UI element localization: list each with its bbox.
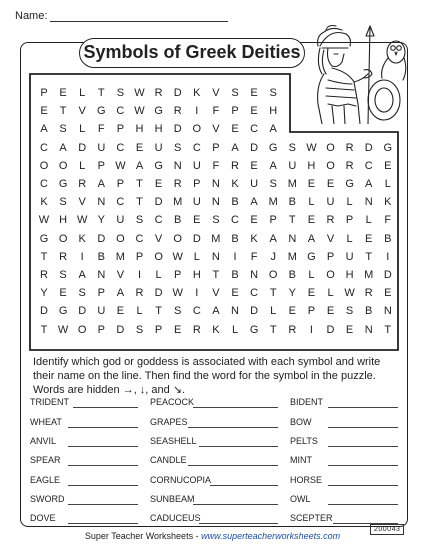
grid-letter[interactable]: G <box>268 141 278 154</box>
answer-line[interactable] <box>328 504 398 505</box>
answer-line[interactable] <box>199 446 278 447</box>
grid-letter[interactable]: T <box>269 287 277 300</box>
grid-letter[interactable]: F <box>250 250 258 263</box>
grid-letter[interactable]: M <box>211 232 221 245</box>
grid-letter[interactable]: O <box>173 232 182 245</box>
clue-word: PEACOCK <box>150 397 195 407</box>
grid-letter[interactable]: P <box>97 287 105 300</box>
grid-letter[interactable]: A <box>307 232 316 245</box>
grid-letter[interactable]: W <box>344 287 355 300</box>
grid-letter[interactable]: D <box>173 123 182 136</box>
clue-word: WHEAT <box>30 417 62 427</box>
grid-letter[interactable]: R <box>345 159 354 172</box>
grid-letter[interactable]: R <box>326 214 335 227</box>
grid-letter[interactable]: U <box>154 141 163 154</box>
grid-letter[interactable]: H <box>135 123 144 136</box>
grid-letter[interactable]: N <box>364 323 373 336</box>
grid-letter[interactable]: C <box>250 123 259 136</box>
grid-letter[interactable]: D <box>78 305 87 318</box>
grid-letter[interactable]: E <box>59 287 67 300</box>
clue-word: ANVIL <box>30 436 57 446</box>
answer-line[interactable] <box>199 523 278 524</box>
grid-letter[interactable]: W <box>172 250 183 263</box>
grid-letter[interactable]: G <box>383 141 393 154</box>
grid-letter[interactable]: S <box>59 123 67 136</box>
grid-letter[interactable]: C <box>364 159 373 172</box>
clue-word: PELTS <box>290 436 318 446</box>
grid-letter[interactable]: L <box>365 214 372 227</box>
grid-letter[interactable]: B <box>365 305 373 318</box>
grid-letter[interactable]: T <box>40 250 48 263</box>
grid-letter[interactable]: N <box>173 159 182 172</box>
grid-letter[interactable]: O <box>39 159 49 172</box>
grid-letter[interactable]: T <box>212 269 220 281</box>
grid-letter[interactable]: F <box>97 123 105 136</box>
grid-letter[interactable]: G <box>58 305 68 318</box>
answer-line[interactable] <box>193 407 278 408</box>
grid-letter[interactable]: O <box>58 232 68 245</box>
grid-letter[interactable]: E <box>193 214 201 227</box>
grid-letter[interactable]: B <box>97 250 105 263</box>
grid-letter[interactable]: A <box>250 196 258 209</box>
grid-letter[interactable]: M <box>364 269 374 281</box>
grid-letter[interactable]: C <box>116 105 125 118</box>
grid-letter[interactable]: W <box>306 141 317 154</box>
grid-letter[interactable]: A <box>97 178 105 190</box>
grid-letter[interactable]: D <box>116 323 125 336</box>
grid-letter[interactable]: E <box>365 232 373 245</box>
grid-letter[interactable]: P <box>174 269 182 281</box>
grid-letter[interactable]: H <box>269 105 278 118</box>
clue-word: SEASHELL <box>150 436 197 446</box>
grid-letter[interactable]: U <box>288 159 297 172</box>
grid-letter[interactable]: B <box>288 196 296 209</box>
grid-letter[interactable]: L <box>79 123 86 136</box>
grid-letter[interactable]: V <box>116 269 125 281</box>
grid-letter[interactable]: W <box>134 105 145 118</box>
grid-letter[interactable]: I <box>233 250 237 263</box>
grid-letter[interactable]: U <box>116 214 125 227</box>
grid-letter[interactable]: L <box>327 287 334 300</box>
grid-letter[interactable]: H <box>307 159 316 172</box>
grid-letter[interactable]: U <box>345 250 354 263</box>
grid-letter[interactable]: M <box>287 250 297 263</box>
grid-letter[interactable]: B <box>288 269 296 281</box>
grid-letter[interactable]: K <box>78 232 86 245</box>
grid-letter[interactable]: S <box>231 87 239 99</box>
grid-letter[interactable]: W <box>134 87 145 99</box>
grid-letter[interactable]: N <box>231 305 239 318</box>
answer-line[interactable] <box>328 485 398 486</box>
answer-line[interactable] <box>73 407 138 408</box>
clue-word: OWL <box>290 494 311 504</box>
grid-letter[interactable]: O <box>268 269 278 281</box>
grid-letter[interactable]: L <box>346 232 353 245</box>
clue-word: CORNUCOPIA <box>150 475 212 485</box>
grid-letter[interactable]: V <box>78 196 86 209</box>
grid-letter[interactable]: D <box>250 141 259 154</box>
direction-arrows-icon: →, ↓, and ↘. <box>122 384 186 396</box>
grid-letter[interactable]: C <box>250 287 259 300</box>
grid-letter[interactable]: T <box>288 214 296 227</box>
grid-letter[interactable]: K <box>40 196 48 209</box>
grid-letter[interactable]: O <box>192 123 202 136</box>
grid-letter[interactable]: U <box>97 141 106 154</box>
grid-letter[interactable]: D <box>326 323 335 336</box>
grid-letter[interactable]: U <box>192 196 201 209</box>
grid-letter[interactable]: M <box>287 178 297 190</box>
grid-letter[interactable]: C <box>116 196 125 209</box>
grid-letter[interactable]: B <box>174 214 182 227</box>
grid-letter[interactable]: I <box>80 250 84 263</box>
grid-letter[interactable]: M <box>268 196 278 209</box>
grid-letter[interactable]: T <box>155 305 162 318</box>
clue-word: MINT <box>290 455 312 465</box>
grid-letter[interactable]: L <box>308 269 315 281</box>
grid-letter[interactable]: H <box>345 269 354 281</box>
answer-line[interactable] <box>328 446 398 447</box>
grid-letter[interactable]: U <box>326 196 335 209</box>
grid-letter[interactable]: H <box>192 269 201 281</box>
grid-letter[interactable]: E <box>116 305 125 318</box>
grid-letter[interactable]: A <box>59 141 67 154</box>
grid-letter[interactable]: F <box>212 105 220 118</box>
clue-word: SWORD <box>30 494 65 504</box>
grid-letter[interactable]: E <box>231 123 239 136</box>
grid-letter[interactable]: E <box>135 141 144 154</box>
footer-url[interactable]: www.superteacherworksheets.com <box>201 531 341 541</box>
grid-letter[interactable]: K <box>250 232 258 245</box>
answer-line[interactable] <box>210 485 278 486</box>
grid-letter[interactable]: P <box>307 305 316 318</box>
grid-letter[interactable]: C <box>40 178 48 190</box>
answer-line[interactable] <box>68 523 138 524</box>
grid-letter[interactable]: D <box>154 196 163 209</box>
grid-letter[interactable]: T <box>97 87 105 99</box>
grid-letter[interactable]: R <box>173 105 182 118</box>
grid-letter[interactable]: F <box>212 159 220 172</box>
grid-letter[interactable]: G <box>154 159 163 172</box>
grid-letter[interactable]: R <box>288 323 297 336</box>
answer-line[interactable] <box>328 407 398 408</box>
grid-letter[interactable]: O <box>326 141 335 154</box>
grid-letter[interactable]: D <box>383 269 392 281</box>
grid-letter[interactable]: G <box>345 178 354 190</box>
grid-letter[interactable]: A <box>269 232 277 245</box>
grid-letter[interactable]: B <box>231 269 239 281</box>
grid-letter[interactable]: E <box>288 305 296 318</box>
clue-word: BIDENT <box>290 397 324 407</box>
grid-letter[interactable]: P <box>135 250 144 263</box>
grid-letter[interactable]: P <box>116 178 125 190</box>
page-title: Symbols of Greek Deities <box>79 38 305 68</box>
grid-letter[interactable]: S <box>135 214 144 227</box>
grid-letter[interactable]: N <box>211 178 220 190</box>
grid-letter[interactable]: T <box>136 178 143 190</box>
grid-letter[interactable]: I <box>386 250 390 263</box>
clue-word: HORSE <box>290 475 323 485</box>
instructions <box>33 355 398 397</box>
grid-letter[interactable]: R <box>40 269 48 281</box>
clue-word: SCEPTER <box>290 513 333 523</box>
grid-letter[interactable]: A <box>116 287 125 300</box>
answer-line[interactable] <box>68 485 138 486</box>
grid-letter[interactable]: G <box>249 323 259 336</box>
footer-site: Super Teacher Worksheets - <box>84 531 202 541</box>
grid-letter[interactable]: R <box>154 87 163 99</box>
grid-letter[interactable]: G <box>154 105 163 118</box>
clue-word: EAGLE <box>30 475 61 485</box>
grid-letter[interactable]: L <box>231 323 239 336</box>
grid-letter[interactable]: D <box>78 141 87 154</box>
grid-letter[interactable]: T <box>40 323 48 336</box>
grid-letter[interactable]: A <box>212 305 220 318</box>
footer <box>0 531 425 541</box>
grid-letter[interactable]: P <box>212 141 220 154</box>
grid-letter[interactable]: O <box>58 159 68 172</box>
grid-letter[interactable]: R <box>231 159 239 172</box>
grid-letter[interactable]: B <box>231 232 239 245</box>
grid-letter[interactable]: G <box>307 250 316 263</box>
grid-letter[interactable]: R <box>364 287 373 300</box>
grid-letter[interactable]: C <box>231 214 239 227</box>
grid-letter[interactable]: O <box>77 323 87 336</box>
grid-letter[interactable]: H <box>59 214 68 227</box>
grid-letter[interactable]: S <box>59 269 67 281</box>
grid-letter[interactable]: O <box>116 232 125 245</box>
grid-letter[interactable]: I <box>309 323 313 336</box>
grid-letter[interactable]: E <box>250 87 258 99</box>
grid-letter[interactable]: E <box>307 178 316 190</box>
grid-letter[interactable]: V <box>78 105 86 118</box>
grid-letter[interactable]: E <box>59 87 67 99</box>
grid-letter[interactable]: E <box>250 214 258 227</box>
grid-letter[interactable]: N <box>364 196 373 209</box>
grid-letter[interactable]: D <box>154 287 163 300</box>
answer-line[interactable] <box>188 465 278 466</box>
grid-letter[interactable]: N <box>250 269 259 281</box>
grid-letter[interactable]: P <box>193 178 201 190</box>
grid-letter[interactable]: L <box>384 178 391 190</box>
grid-letter[interactable]: D <box>192 232 201 245</box>
answer-line[interactable] <box>68 446 138 447</box>
grid-letter[interactable]: S <box>116 87 125 99</box>
grid-letter[interactable]: A <box>231 141 239 154</box>
grid-letter[interactable]: S <box>59 196 67 209</box>
name-label: Name: <box>15 10 48 22</box>
clue-word: TRIDENT <box>30 397 69 407</box>
grid-letter[interactable]: V <box>212 123 220 136</box>
answer-line[interactable] <box>68 504 138 505</box>
grid-letter[interactable]: N <box>211 250 220 263</box>
clue-word: CANDLE <box>150 455 187 465</box>
grid-letter[interactable]: A <box>135 159 144 172</box>
grid-letter[interactable]: C <box>135 232 144 245</box>
instructions-text: Identify which god or goddess is associated with each symbol and write their name on the line. Then find the word for the symbol in the puzzle. Words are hidden <box>33 356 381 396</box>
grid-letter[interactable]: T <box>384 323 392 336</box>
grid-letter[interactable]: E <box>307 214 316 227</box>
grid-letter[interactable]: A <box>269 123 277 136</box>
grid-letter[interactable]: I <box>195 105 199 118</box>
grid-letter[interactable]: P <box>269 214 277 227</box>
grid-letter[interactable]: P <box>154 323 163 336</box>
grid-letter[interactable]: L <box>79 159 86 172</box>
answer-line[interactable] <box>328 465 398 466</box>
grid-letter[interactable]: P <box>231 105 239 118</box>
grid-letter[interactable]: W <box>115 159 126 172</box>
grid-letter[interactable]: R <box>135 287 144 300</box>
grid-letter[interactable]: N <box>211 196 220 209</box>
grid-letter[interactable]: M <box>115 250 125 263</box>
grid-letter[interactable]: L <box>193 250 200 263</box>
grid-letter[interactable]: E <box>231 287 239 300</box>
grid-letter[interactable]: O <box>326 269 335 281</box>
grid-letter[interactable]: P <box>345 214 354 227</box>
grid-letter[interactable]: E <box>307 287 316 300</box>
grid-letter[interactable]: E <box>174 323 182 336</box>
grid-letter[interactable]: S <box>174 141 182 154</box>
grid-letter[interactable]: L <box>308 196 315 209</box>
grid-letter[interactable]: G <box>97 105 106 118</box>
grid-letter[interactable]: R <box>192 323 201 336</box>
grid-letter[interactable]: W <box>38 214 50 227</box>
grid-letter[interactable]: L <box>136 305 143 318</box>
grid-letter[interactable]: D <box>173 87 182 99</box>
clue-word: SUNBEAM <box>150 494 195 504</box>
answer-line[interactable] <box>193 504 278 505</box>
answer-line[interactable] <box>68 465 138 466</box>
grid-letter[interactable]: B <box>384 232 392 245</box>
clue-word: SPEAR <box>30 455 61 465</box>
grid-letter[interactable]: E <box>345 323 354 336</box>
grid-letter[interactable]: S <box>78 287 86 300</box>
grid-letter[interactable]: V <box>212 287 220 300</box>
grid-letter[interactable]: E <box>250 105 258 118</box>
answer-line[interactable] <box>68 427 138 428</box>
grid-letter[interactable]: A <box>365 178 373 190</box>
grid-letter[interactable]: Y <box>97 214 105 227</box>
grid-letter[interactable]: K <box>231 178 239 190</box>
grid-letter[interactable]: A <box>269 159 277 172</box>
grid-letter[interactable]: P <box>97 159 105 172</box>
grid-letter[interactable]: E <box>384 287 392 300</box>
grid-letter[interactable]: R <box>345 141 354 154</box>
grid-letter[interactable]: F <box>384 214 392 227</box>
grid-letter[interactable]: D <box>250 305 259 318</box>
grid-letter[interactable]: W <box>76 214 88 227</box>
grid-letter[interactable]: N <box>383 305 392 318</box>
clue-word: DOVE <box>30 513 56 523</box>
grid-letter[interactable]: K <box>193 87 201 99</box>
grid-letter[interactable]: K <box>212 323 220 336</box>
grid-letter[interactable]: G <box>58 178 68 190</box>
clue-word: CADUCEUS <box>150 513 201 523</box>
grid-letter[interactable]: G <box>39 232 49 245</box>
grid-letter[interactable]: D <box>97 232 106 245</box>
grid-letter[interactable]: I <box>137 269 142 281</box>
grid-letter[interactable]: H <box>154 123 163 136</box>
grid-letter[interactable]: C <box>40 141 48 154</box>
grid-letter[interactable]: B <box>231 196 239 209</box>
grid-letter[interactable]: U <box>250 178 259 190</box>
grid-letter[interactable]: V <box>326 232 335 245</box>
grid-letter[interactable]: V <box>212 87 220 99</box>
grid-letter[interactable]: D <box>40 305 48 318</box>
grid-letter[interactable]: S <box>288 141 296 154</box>
grid-letter[interactable]: O <box>326 159 335 172</box>
grid-letter[interactable]: C <box>192 141 201 154</box>
grid-letter[interactable]: T <box>136 196 143 209</box>
grid-letter[interactable]: S <box>269 87 277 99</box>
grid-letter[interactable]: U <box>97 305 106 318</box>
grid-letter[interactable]: N <box>97 269 106 281</box>
grid-letter[interactable]: D <box>364 141 373 154</box>
grid-letter[interactable]: C <box>154 214 163 227</box>
grid-letter[interactable]: E <box>40 105 48 118</box>
answer-line[interactable] <box>188 427 278 428</box>
grid-letter[interactable]: Y <box>288 287 296 300</box>
grid-letter[interactable]: R <box>173 178 182 190</box>
grid-letter[interactable]: E <box>326 305 335 318</box>
grid-letter[interactable]: T <box>269 323 277 336</box>
answer-line[interactable] <box>328 427 398 428</box>
grid-letter[interactable]: U <box>192 159 201 172</box>
grid-letter[interactable]: S <box>174 305 182 318</box>
grid-letter[interactable]: S <box>269 178 277 190</box>
grid-letter[interactable]: C <box>116 141 125 154</box>
grid-letter[interactable]: P <box>326 250 335 263</box>
grid-letter[interactable]: M <box>173 196 183 209</box>
grid-letter[interactable]: L <box>270 305 277 318</box>
grid-letter[interactable]: N <box>97 196 106 209</box>
grid-letter[interactable]: S <box>345 305 354 318</box>
worksheet-code: 200043 <box>370 524 404 535</box>
grid-letter[interactable]: L <box>346 196 353 209</box>
grid-letter[interactable]: C <box>192 305 201 318</box>
grid-letter[interactable]: R <box>78 178 87 190</box>
grid-letter[interactable]: T <box>59 105 67 118</box>
grid-letter[interactable]: A <box>78 269 86 281</box>
grid-letter[interactable]: K <box>384 196 392 209</box>
grid-letter[interactable]: V <box>154 232 163 245</box>
grid-letter[interactable]: E <box>154 178 163 190</box>
grid-letter[interactable]: J <box>270 250 276 263</box>
grid-letter[interactable]: N <box>288 232 297 245</box>
grid-letter[interactable]: T <box>365 250 373 263</box>
grid-letter[interactable]: E <box>384 159 392 172</box>
grid-letter[interactable]: W <box>172 287 183 300</box>
grid-letter[interactable]: S <box>135 323 144 336</box>
grid-letter[interactable]: L <box>79 87 86 99</box>
grid-letter[interactable]: P <box>116 123 125 136</box>
grid-letter[interactable]: A <box>40 123 48 136</box>
grid-letter[interactable]: O <box>154 250 163 263</box>
grid-letter[interactable]: E <box>326 178 335 190</box>
grid-letter[interactable]: R <box>59 250 68 263</box>
grid-letter[interactable]: P <box>97 323 105 336</box>
clue-word: GRAPES <box>150 417 188 427</box>
grid-letter[interactable]: Y <box>40 287 48 300</box>
grid-letter[interactable]: P <box>40 87 48 99</box>
grid-letter[interactable]: S <box>212 214 220 227</box>
grid-letter[interactable]: I <box>195 287 199 300</box>
grid-letter[interactable]: E <box>250 159 258 172</box>
clue-word: BOW <box>290 417 312 427</box>
grid-letter[interactable]: W <box>57 323 69 336</box>
grid-letter[interactable]: L <box>155 269 162 281</box>
